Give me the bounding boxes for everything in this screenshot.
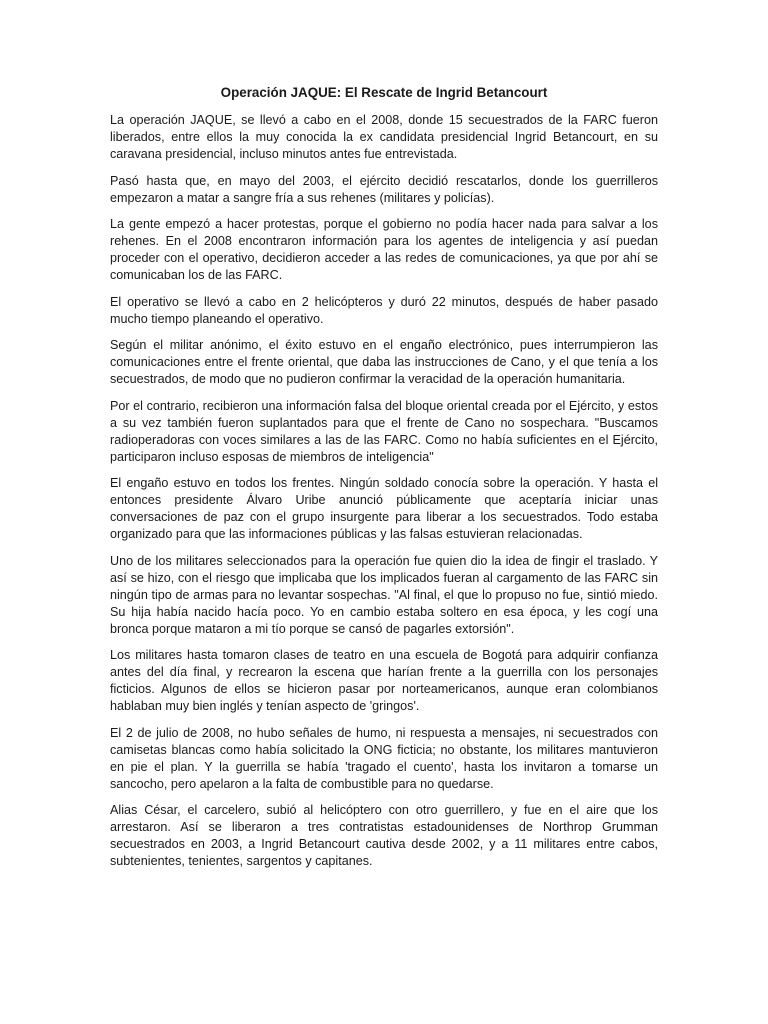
- paragraph: Los militares hasta tomaron clases de teatro en una escuela de Bogotá para adquirir confianza antes del día final, y recrearon la escena que harían frente a la guerrilla con los personajes ficticios. Algunos de ellos se hicieron pasar por norteamericanos, aunque eran colombianos hablaban muy bien inglés y tenían aspecto de 'gringos'.: [110, 648, 658, 713]
- paragraph: Uno de los militares seleccionados para la operación fue quien dio la idea de fingir el traslado. Y así se hizo, con el riesgo que implicaba que los implicados fueran al cargamento de las FARC sin ningún tipo de armas para no levantar sospechas. "Al final, el que lo propuso no fue, sintió miedo. Su hija había nacido hacía poco. Yo en cambio estaba soltero en esa época, y les cogí una bronca porque mataron a mi tío porque se cansó de pagarles extorsión".: [110, 553, 658, 636]
- paragraph: El 2 de julio de 2008, no hubo señales de humo, ni respuesta a mensajes, ni secuestrados con camisetas blancas como había solicitado la ONG ficticia; no obstante, los militares mantuvieron en pie el plan. Y la guerrilla se había 'tragado el cuento', hasta los invitaron a tomarse un sancocho, pero apelaron a la falta de combustible para no quedarse.: [110, 725, 658, 791]
- paragraph: Alias César, el carcelero, subió al helicóptero con otro guerrillero, y fue en el aire que los arrestaron. Así se liberaron a tres contratistas estadounidenses de Northrop Grumman secuestrados en 2003, a Ingrid Betancourt cautiva desde 2002, y a 11 militares entre cabos, subtenientes, tenientes, sargentos y capitanes.: [110, 803, 658, 868]
- paragraph: La operación JAQUE, se llevó a cabo en el 2008, donde 15 secuestrados de la FARC fueron liberados, entre ellos la muy conocida la ex candidata presidencial Ingrid Betancourt, en su caravana presidencial, incluso minutos antes fue entrevistada.: [110, 113, 658, 161]
- paragraph: Pasó hasta que, en mayo del 2003, el ejército decidió rescatarlos, donde los guerrilleros empezaron a matar a sangre fría a sus rehenes (militares y policías).: [110, 173, 658, 205]
- document-page: [110, 84, 658, 880]
- paragraph: El engaño estuvo en todos los frentes. Ningún soldado conocía sobre la operación. Y hasta el entonces presidente Álvaro Uribe anunció públicamente que aceptaría iniciar unas conversaciones de paz con el grupo insurgente para liberar a los secuestrados. Todo estaba organizado para que las informaciones públicas y las falsas estuvieran relacionadas.: [110, 476, 658, 541]
- paragraph: El operativo se llevó a cabo en 2 helicópteros y duró 22 minutos, después de haber pasado mucho tiempo planeando el operativo.: [110, 294, 658, 326]
- paragraph: La gente empezó a hacer protestas, porque el gobierno no podía hacer nada para salvar a los rehenes. En el 2008 encontraron información para los agentes de inteligencia y así puedan proceder con el operativo, decidieron acceder a las redes de comunicaciones, ya que por ahí se comunicaban los de las FARC.: [110, 217, 658, 282]
- document-title: Operación JAQUE: El Rescate de Ingrid Betancourt: [220, 85, 548, 100]
- paragraph: Según el militar anónimo, el éxito estuvo en el engaño electrónico, pues interrumpieron las comunicaciones entre el frente oriental, que daba las instrucciones de Cano, y el que tenía a los secuestrados, de modo que no pudieron confirmar la veracidad de la operación humanitaria.: [110, 338, 658, 386]
- paragraph: Por el contrario, recibieron una información falsa del bloque oriental creada por el Ejército, y estos a su vez también fueron suplantados para que el frente de Cano no sospechara. "Buscamos radioperadoras con voces similares a las de las FARC. Como no había suficientes en el Ejército, participaron incluso esposas de miembros de inteligencia": [110, 398, 658, 464]
